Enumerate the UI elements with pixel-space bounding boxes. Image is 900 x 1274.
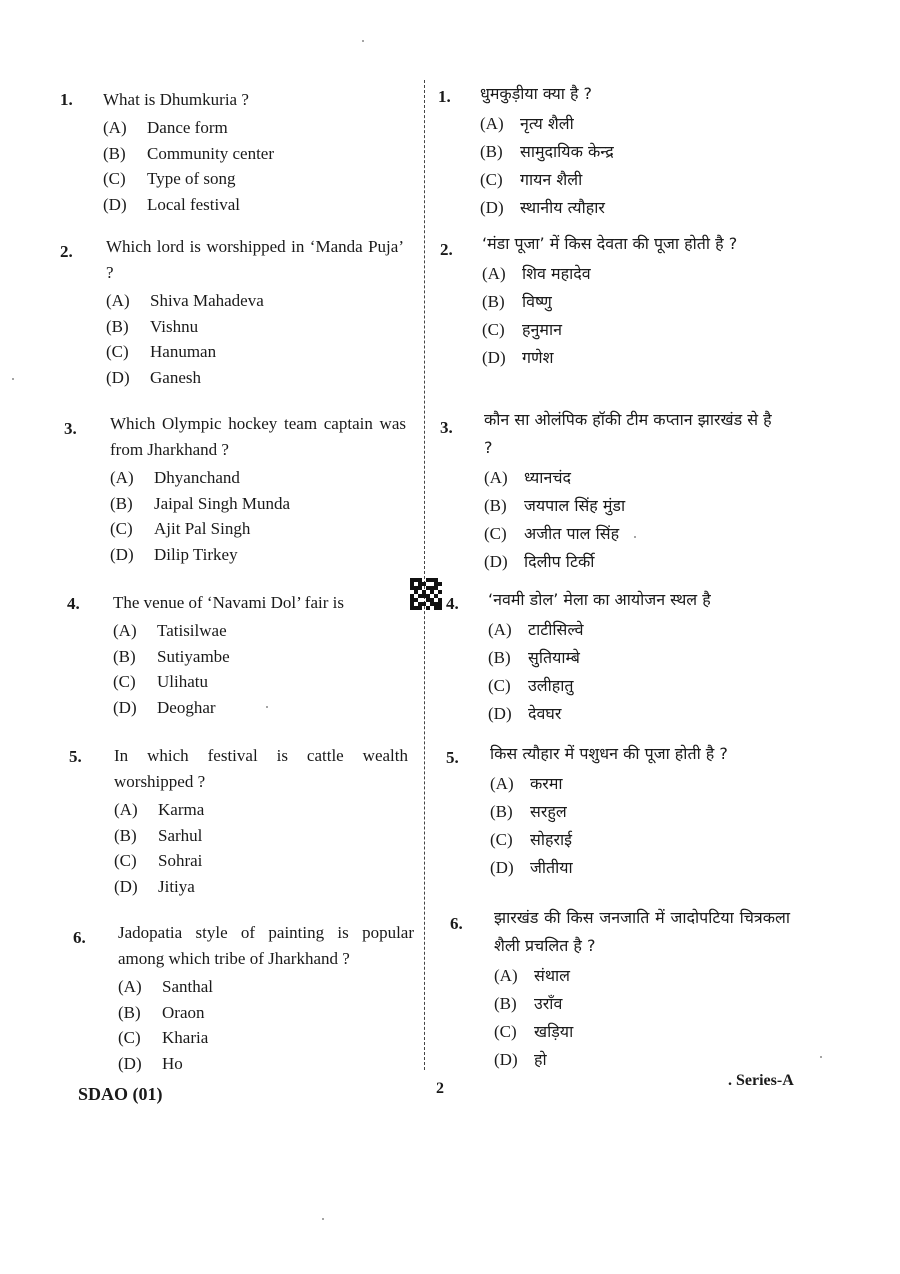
- option-b: (B) सरहुल: [490, 802, 567, 821]
- question-number: 1.: [60, 90, 73, 109]
- option-c: (C) Sohrai: [114, 851, 203, 870]
- option-d: (D) जीतीया: [490, 858, 573, 877]
- scan-speck: [266, 706, 268, 708]
- scan-speck: [12, 378, 14, 380]
- option-d: (D) हो: [494, 1050, 547, 1069]
- question-number: 4.: [446, 594, 459, 613]
- question-stem: The venue of ‘Navami Dol’ fair is: [113, 593, 344, 612]
- option-a: (A) नृत्य शैली: [480, 114, 574, 133]
- option-a: (A) Dance form: [103, 118, 228, 137]
- option-c: (C) Ulihatu: [113, 672, 208, 691]
- option-d: (D) Jitiya: [114, 876, 195, 896]
- option-c: (C) Kharia: [118, 1028, 209, 1047]
- option-d: (D) Deoghar: [113, 697, 216, 717]
- scan-speck: [322, 1218, 324, 1220]
- column-divider: [424, 80, 425, 1070]
- option-d: (D) देवघर: [488, 704, 562, 723]
- question-number: 3.: [440, 418, 453, 437]
- paper-code: SDAO (01): [78, 1084, 163, 1104]
- option-d: (D) Dilip Tirkey: [110, 544, 238, 564]
- option-b: (B) जयपाल सिंह मुंडा: [484, 496, 626, 515]
- option-b: (B) सामुदायिक केन्द्र: [480, 142, 614, 161]
- option-a: (A) Shiva Mahadeva: [106, 291, 264, 310]
- question-number: 6.: [73, 928, 86, 947]
- option-c: (C) अजीत पाल सिंह: [484, 524, 620, 543]
- question-stem: In which festival is cattle wealth worshipped ?: [114, 746, 408, 791]
- question-stem: कौन सा ओलंपिक हॉकी टीम कप्तान झारखंड से है ?: [484, 410, 772, 457]
- option-c: (C) सोहराई: [490, 830, 573, 849]
- option-c: (C) उलीहातु: [488, 676, 574, 695]
- option-b: (B) Vishnu: [106, 316, 199, 336]
- option-b: (B) विष्णु: [482, 292, 552, 311]
- question-number: 6.: [450, 914, 463, 933]
- option-c: (C) Ajit Pal Singh: [110, 519, 251, 538]
- question-number: 2.: [60, 242, 73, 261]
- question-number: 4.: [67, 594, 80, 613]
- question-stem: Which lord is worshipped in ‘Manda Puja’ ?: [106, 237, 404, 282]
- question-number: 2.: [440, 240, 453, 259]
- option-d: (D) Ganesh: [106, 367, 201, 387]
- page-number: 2: [436, 1080, 444, 1097]
- option-c: (C) हनुमान: [482, 320, 562, 339]
- option-a: (A) करमा: [490, 774, 563, 793]
- scan-speck: [362, 40, 364, 42]
- option-a: (A) Karma: [114, 800, 205, 819]
- option-b: (B) Sarhul: [114, 825, 203, 845]
- question-number: 5.: [69, 747, 82, 766]
- option-b: (B) Oraon: [118, 1002, 205, 1022]
- option-b: (B) Jaipal Singh Munda: [110, 493, 290, 513]
- option-d: (D) Local festival: [103, 194, 240, 214]
- option-c: (C) खड़िया: [494, 1022, 574, 1041]
- option-a: (A) Dhyanchand: [110, 468, 240, 487]
- option-d: (D) दिलीप टिर्की: [484, 552, 595, 571]
- option-c: (C) गायन शैली: [480, 170, 583, 189]
- question-stem: What is Dhumkuria ?: [103, 90, 249, 109]
- option-b: (B) उराँव: [494, 994, 563, 1013]
- option-d: (D) स्थानीय त्यौहार: [480, 198, 605, 217]
- series-label: . Series-A: [728, 1072, 794, 1089]
- scan-speck: [634, 536, 636, 538]
- option-a: (A) संथाल: [494, 966, 571, 985]
- option-d: (D) Ho: [118, 1053, 183, 1073]
- option-a: (A) शिव महादेव: [482, 264, 591, 283]
- qr-code-icon: [410, 578, 442, 610]
- question-stem: ‘नवमी डोल’ मेला का आयोजन स्थल है: [488, 590, 711, 609]
- question-stem: ‘मंडा पूजा’ में किस देवता की पूजा होती है ?: [482, 234, 738, 253]
- option-a: (A) टाटीसिल्वे: [488, 620, 584, 639]
- question-stem: झारखंड की किस जनजाति में जादोपटिया चित्रकला शैली प्रचलित है ?: [494, 908, 790, 955]
- question-stem: धुमकुड़ीया क्या है ?: [480, 84, 593, 103]
- option-a: (A) Tatisilwae: [113, 621, 227, 640]
- option-c: (C) Hanuman: [106, 342, 217, 361]
- question-number: 5.: [446, 748, 459, 767]
- scan-speck: [820, 1056, 822, 1058]
- option-b: (B) Sutiyambe: [113, 646, 230, 666]
- question-stem: Which Olympic hockey team captain was from Jharkhand ?: [110, 414, 406, 459]
- option-a: (A) ध्यानचंद: [484, 468, 571, 487]
- question-number: 1.: [438, 87, 451, 106]
- question-number: 3.: [64, 419, 77, 438]
- option-d: (D) गणेश: [482, 348, 554, 367]
- option-a: (A) Santhal: [118, 977, 213, 996]
- question-stem: Jadopatia style of painting is popular among which tribe of Jharkhand ?: [118, 923, 414, 968]
- option-b: (B) सुतियाम्बे: [488, 648, 580, 667]
- option-b: (B) Community center: [103, 143, 275, 163]
- option-c: (C) Type of song: [103, 169, 236, 188]
- question-stem: किस त्यौहार में पशुधन की पूजा होती है ?: [490, 744, 728, 763]
